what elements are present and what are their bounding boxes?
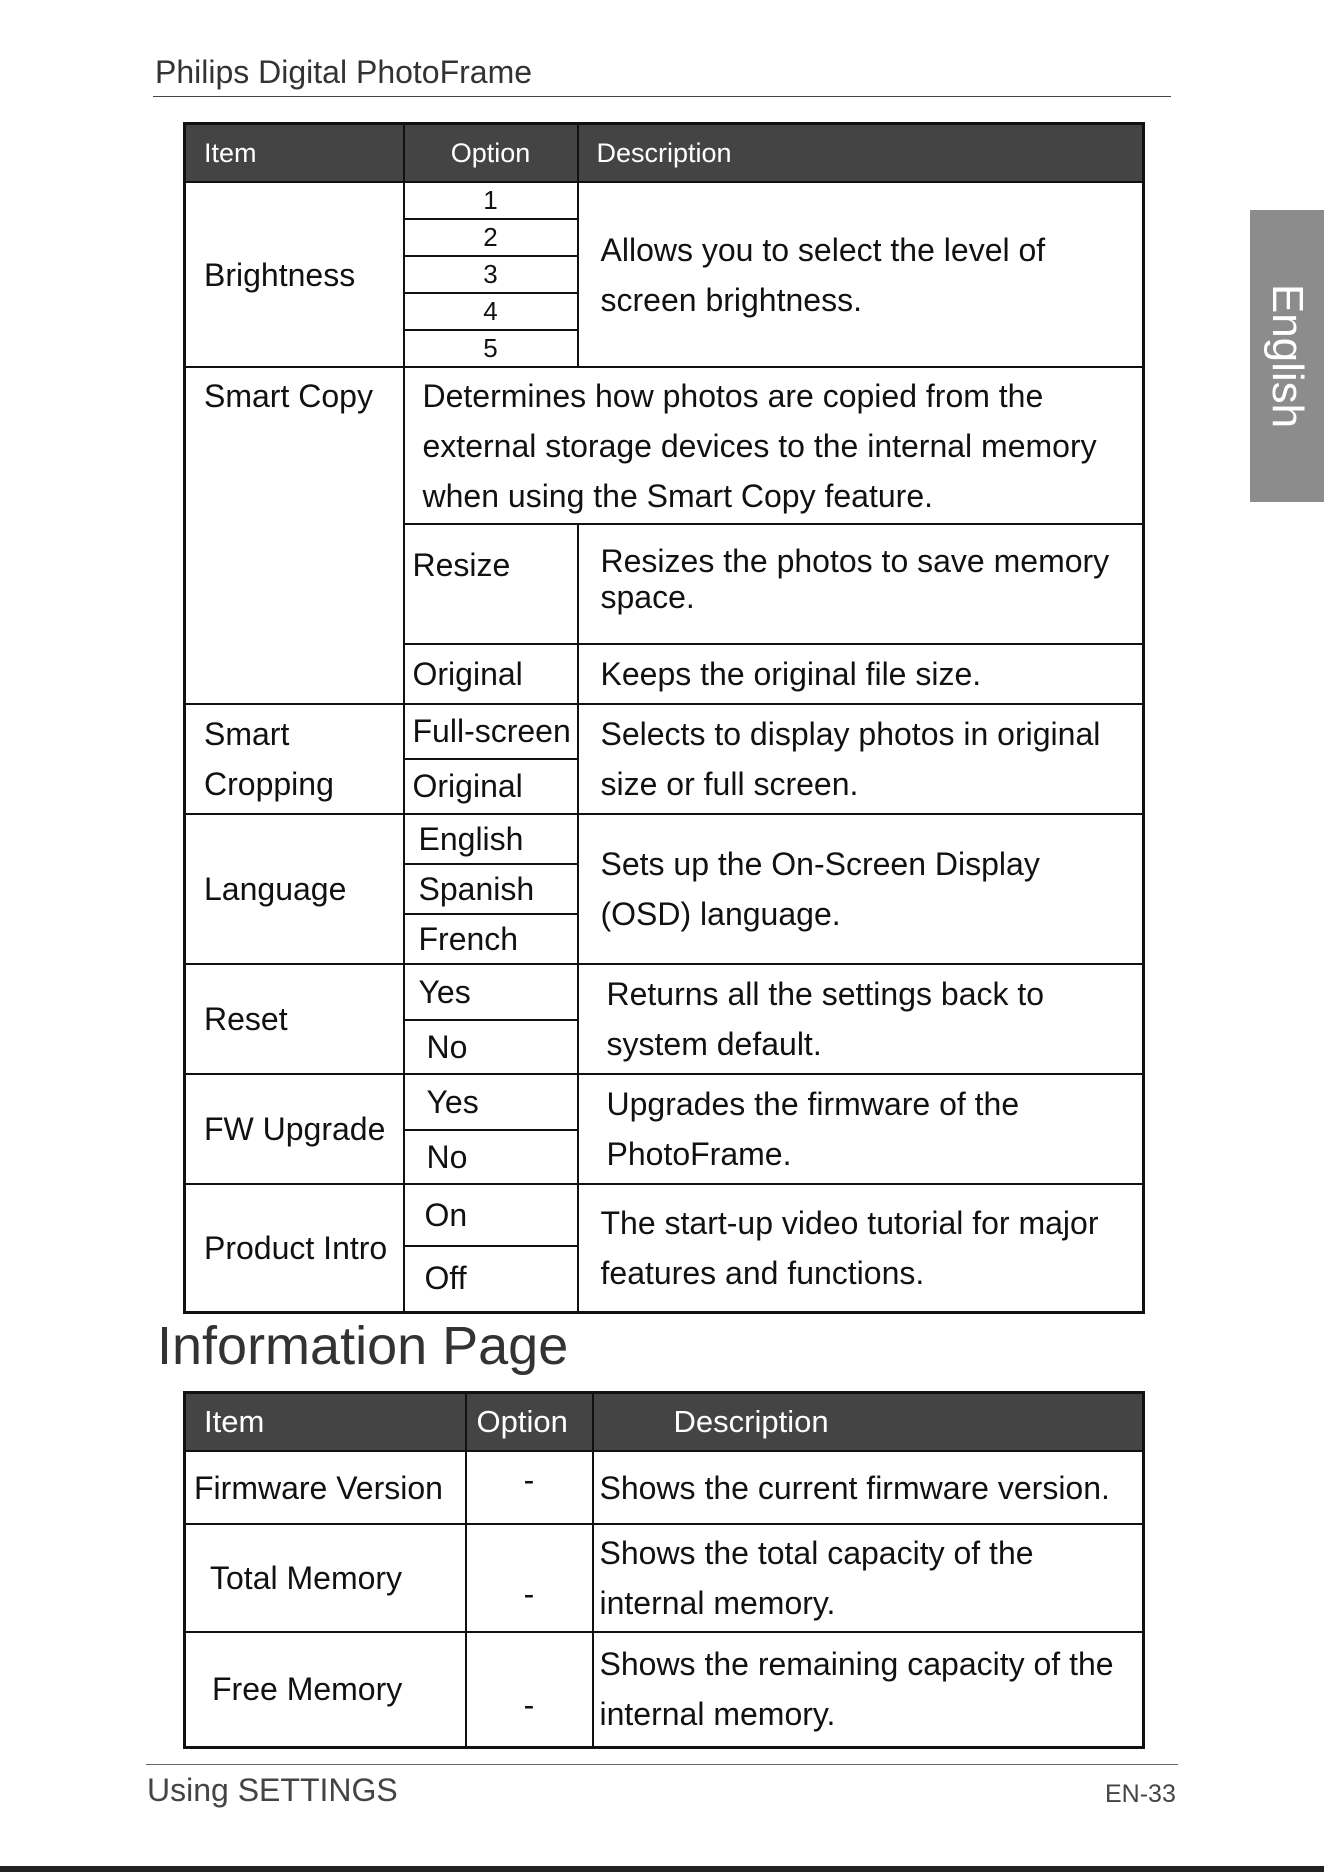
table-row — [185, 182, 1144, 219]
page-bottom-edge — [0, 1866, 1324, 1872]
option-brightness-4: 4 — [404, 293, 578, 330]
info-description-total-memory: Shows the total capacity of the internal memory. — [593, 1524, 1144, 1632]
description-brightness: Allows you to select the level of screen brightness. — [578, 182, 1144, 367]
section-title-information-page: Information Page — [157, 1316, 569, 1376]
info-column-header-description: Description — [593, 1393, 1144, 1452]
option-resize: Resize — [404, 524, 578, 644]
description-smart-cropping: Selects to display photos in original size or full screen. — [578, 704, 1144, 814]
item-brightness: Brightness — [185, 182, 404, 367]
table-row — [185, 814, 1144, 864]
option-fw-no: No — [404, 1130, 578, 1184]
option-reset-yes: Yes — [404, 964, 578, 1020]
header-divider — [153, 96, 1171, 97]
item-fw-upgrade: FW Upgrade — [185, 1074, 404, 1184]
info-item-firmware-version: Firmware Version — [185, 1451, 466, 1524]
table-row — [185, 1184, 1144, 1246]
description-original: Keeps the original file size. — [578, 644, 1144, 704]
info-description-free-memory: Shows the remaining capacity of the internal memory. — [593, 1632, 1144, 1747]
info-column-header-item: Item — [185, 1393, 466, 1452]
item-smart-cropping: Smart Cropping — [185, 704, 404, 814]
option-brightness-3: 3 — [404, 256, 578, 293]
item-language: Language — [185, 814, 404, 964]
option-reset-no: No — [404, 1020, 578, 1074]
table-row — [185, 964, 1144, 1020]
description-language: Sets up the On-Screen Display (OSD) language. — [578, 814, 1144, 964]
page-header-title: Philips Digital PhotoFrame — [155, 54, 533, 90]
column-header-option: Option — [404, 124, 578, 183]
language-side-tab — [1250, 210, 1324, 502]
information-table-header — [185, 1393, 1144, 1452]
information-table — [183, 1391, 1145, 1749]
column-header-description: Description — [578, 124, 1144, 183]
option-intro-on: On — [404, 1184, 578, 1246]
option-intro-off: Off — [404, 1246, 578, 1312]
footer-page-number: EN-33 — [1105, 1780, 1176, 1808]
option-spanish: Spanish — [404, 864, 578, 914]
option-fw-yes: Yes — [404, 1074, 578, 1130]
table-row — [185, 1632, 1144, 1747]
info-option-total-memory: - — [466, 1524, 593, 1632]
option-original: Original — [404, 644, 578, 704]
language-side-tab-label: English — [1263, 283, 1312, 429]
table-row — [185, 367, 1144, 524]
item-reset: Reset — [185, 964, 404, 1074]
description-resize: Resizes the photos to save memory space. — [578, 524, 1144, 644]
column-header-item: Item — [185, 124, 404, 183]
table-row — [185, 1451, 1144, 1524]
option-full-screen: Full-screen — [404, 704, 578, 759]
info-description-firmware-version: Shows the current firmware version. — [593, 1451, 1144, 1524]
description-smart-copy: Determines how photos are copied from the external storage devices to the internal memory when using the Smart Copy feature. — [404, 367, 1144, 524]
description-reset: Returns all the settings back to system default. — [578, 964, 1144, 1074]
option-brightness-2: 2 — [404, 219, 578, 256]
option-french: French — [404, 914, 578, 964]
info-column-header-option: Option — [466, 1393, 593, 1452]
table-row — [185, 1524, 1144, 1632]
info-item-free-memory: Free Memory — [185, 1632, 466, 1747]
option-crop-original: Original — [404, 759, 578, 814]
option-brightness-5: 5 — [404, 330, 578, 367]
option-brightness-1: 1 — [404, 182, 578, 219]
item-product-intro: Product Intro — [185, 1184, 404, 1312]
info-option-firmware-version: - — [466, 1451, 593, 1524]
description-fw-upgrade: Upgrades the firmware of the PhotoFrame. — [578, 1074, 1144, 1184]
table-row — [185, 1074, 1144, 1130]
option-english: English — [404, 814, 578, 864]
settings-table-header — [185, 124, 1144, 183]
info-option-free-memory: - — [466, 1632, 593, 1747]
table-row — [185, 704, 1144, 759]
info-item-total-memory: Total Memory — [185, 1524, 466, 1632]
footer-divider — [146, 1764, 1178, 1765]
item-smart-copy: Smart Copy — [185, 367, 404, 704]
settings-table — [183, 122, 1145, 1314]
description-product-intro: The start-up video tutorial for major features and functions. — [578, 1184, 1144, 1312]
footer-section-label: Using SETTINGS — [147, 1772, 398, 1808]
